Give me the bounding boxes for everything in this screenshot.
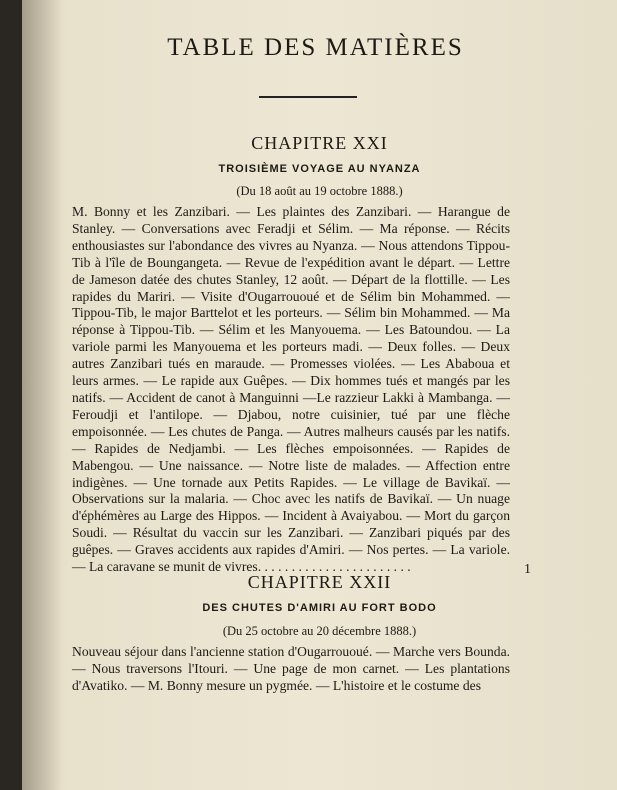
chapter-21-heading: CHAPITRE XXI <box>251 133 388 153</box>
page-gutter-shadow <box>22 0 62 790</box>
chapter-21-subtitle: TROISIÈME VOYAGE AU NYANZA <box>218 163 421 175</box>
chapter-22-subtitle: DES CHUTES D'AMIRI AU FORT BODO <box>202 602 437 614</box>
title-rule <box>259 96 357 98</box>
chapter-21-dates: (Du 18 août au 19 octobre 1888.) <box>236 184 403 198</box>
page-title: TABLE DES MATIÈRES <box>167 34 464 61</box>
chapter-22-summary: Nouveau séjour dans l'ancienne station d'Ougarrououé. — Marche vers Bounda. — Nous traversons l'Itouri. — Une page de mon carnet. — Les plantations d'Avatiko. — M. Bonny mesure un pygmée. — L'histoire et le costume des <box>72 644 510 693</box>
chapter-21-summary: M. Bonny et les Zanzibari. — Les plaintes des Zanzibari. — Harangue de Stanley. — Conversations avec Feradji et Sélim. — Ma réponse. — Récits enthousiastes sur l'abondance des vivres au Nyanza. — Nous attendons Tippou-Tib à l'île de Boungangeta. — Revue de l'expédition avant le départ. — Lettre de Jameson datée des chutes Stanley, 12 août. — Départ de la flottille. — Les rapides du Mariri. — Visite d'Ougarrououé et de Sélim bin Mohammed. — Tippou-Tib, le major Barttelot et les porteurs. — Sélim bin Mohammed. — Ma réponse à Tippou-Tib. — Sélim et les Manyouema. — Les Batoundou. — La variole parmi les Manyouema et les porteurs madi. — Deux folles. — Deux autres Zanzibari tués en maraude. — Promesses violées. — Les Ababoua et leurs armes. — Le rapide aux Guêpes. — Dix hommes tués et mangés par les natifs. — Accident de canot à Manguinni —Le razzieur Lakki à Mambanga. — Feroudji et l'antilope. — Djabou, notre cuisinier, tué par une flèche empoisonnée. — Les chutes de Panga. — Autres malheurs causés par les natifs. — Rapides de Nedjambi. — Les flèches empoisonnées. — Rapides de Mabengou. — Une naissance. — Notre liste de malades. — Affection entre indigènes. — Une tornade aux Petits Rapides. — Le village de Bavikaï. — Observations sur la malaria. — Choc avec les natifs de Bavikaï. — Un nuage d'éphémères au Large des Hippos. — Incident à Avaiyabou. — Mort du garçon Soudi. — Résultat du vaccin sur les Zanzibari. — Zanzibari piqués par des guêpes. — Graves accidents aux rapides d'Amiri. — Nos pertes. — La variole. — La caravane se munit de vivres. . . . . . . . . . . . . . . . . . . . . . . <box>72 204 510 575</box>
chapter-22-dates: (Du 25 octobre au 20 décembre 1888.) <box>222 624 417 638</box>
chapter-21-page-number: 1 <box>524 562 531 577</box>
chapter-22-heading: CHAPITRE XXII <box>247 572 392 592</box>
book-page <box>22 0 617 790</box>
